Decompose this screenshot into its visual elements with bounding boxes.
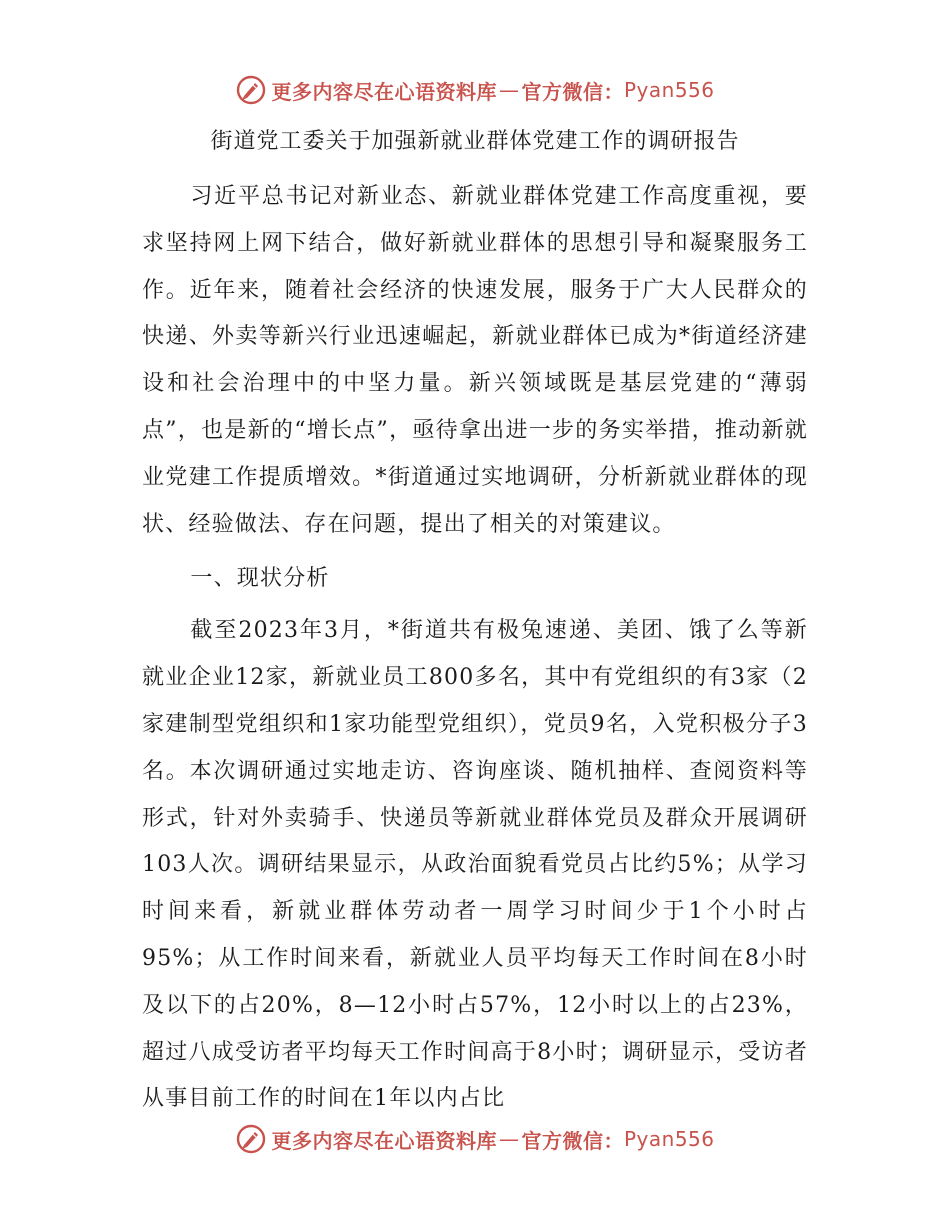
document-title: 街道党工委关于加强新就业群体党建工作的调研报告	[210, 129, 740, 154]
watermark-label: 官方微信：	[521, 79, 624, 104]
section-heading: 一、现状分析	[190, 566, 330, 592]
document-body	[142, 120, 808, 1123]
watermark-header	[0, 70, 950, 110]
watermark-id: Pyan556	[623, 78, 715, 102]
intro-paragraph: 习近平总书记对新业态、新就业群体党建工作高度重视，要求坚持网上网下结合，做好新就业群体的思想引导和凝聚服务工作。近年来，随着社会经济的快速发展，服务于广大人民群众的快递、外卖等新兴行业迅速崛起，新就业群体已成为*街道经济建设和社会治理中的中坚力量。新兴领域既是基层党建的“薄弱点”，也是新的“增长点”，亟待拿出进一步的务实举措，推动新就业党建工作提质增效。*街道通过实地调研，分析新就业群体的现状、经验做法、存在问题，提出了相关的对策建议。	[142, 184, 808, 537]
quill-pen-logo-icon	[235, 74, 267, 106]
watermark-footer	[0, 1119, 950, 1159]
watermark-text: 更多内容尽在心语资料库	[271, 1128, 497, 1153]
section-paragraph: 截至2023年3月，*街道共有极兔速递、美团、饿了么等新就业企业12家，新就业员工800多名，其中有党组织的有3家（2家建制型党组织和1家功能型党组织），党员9名，入党积极分子3名。本次调研通过实地走访、咨询座谈、随机抽样、查阅资料等形式，针对外卖骑手、快递员等新就业群体党员及群众开展调研103人次。调研结果显示，从政治面貌看党员占比约5%；从学习时间来看，新就业群体劳动者一周学习时间少于1个小时占95%；从工作时间来看，新就业人员平均每天工作时间在8小时及以下的占20%，8—12小时占57%，12小时以上的占23%，超过八成受访者平均每天工作时间高于8小时；调研显示，受访者从事目前工作的时间在1年以内占比	[142, 618, 808, 1112]
watermark-id: Pyan556	[623, 1127, 715, 1151]
watermark-separator: —	[498, 78, 520, 102]
watermark-separator: —	[498, 1127, 520, 1151]
watermark-text: 更多内容尽在心语资料库	[271, 79, 497, 104]
quill-pen-logo-icon	[235, 1123, 267, 1155]
watermark-label: 官方微信：	[521, 1128, 624, 1153]
